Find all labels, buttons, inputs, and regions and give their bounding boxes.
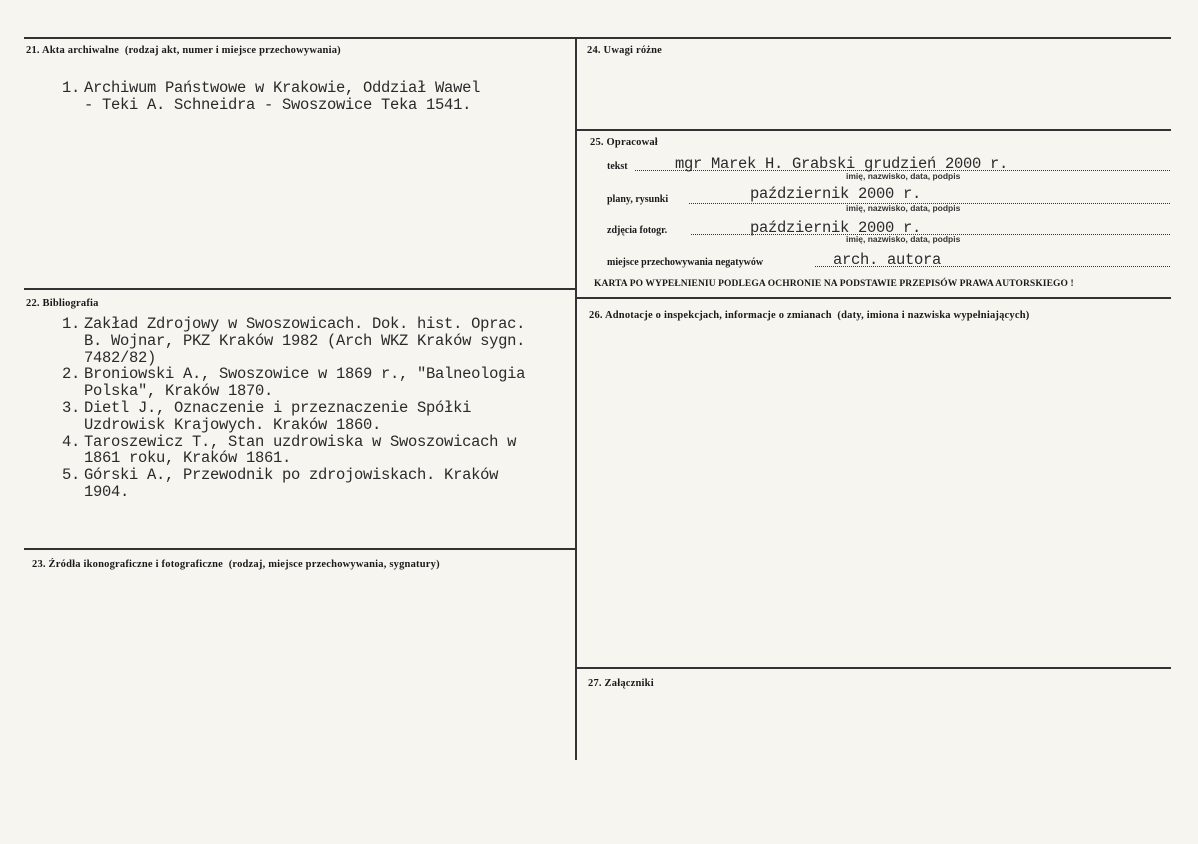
list-item-text: Dietl J., Oznaczenie i przeznaczenie Spółki Uzdrowisk Krajowych. Kraków 1860. <box>84 398 472 434</box>
section-26-title <box>589 310 1029 321</box>
field-value: arch. autora <box>833 251 942 269</box>
section-21-label: 21. Akta archiwalne <box>26 45 120 56</box>
list-item-number: 4. <box>61 432 80 451</box>
list-item-text: Górski A., Przewodnik po zdrojowiskach. Kraków 1904. <box>84 466 499 501</box>
section-21-title <box>26 45 341 56</box>
section-27-label: 27. Załączniki <box>588 678 654 689</box>
field-hint: imię, nazwisko, data, podpis <box>846 203 961 213</box>
list-item-number: 1. <box>61 315 80 333</box>
list-item-text: Archiwum Państwowe w Krakowie, Oddział Wawel - Teki A. Schneidra - Swoszowice Teka 1541. <box>84 79 481 114</box>
section-26-subtitle: (daty, imiona i nazwiska wypełniających) <box>837 310 1030 321</box>
section-24-label: 24. Uwagi różne <box>587 45 663 56</box>
list-item <box>56 467 536 501</box>
list-item-text: Taroszewicz T., Stan uzdrowiska w Swoszowicach w 1861 roku, Kraków 1861. <box>84 432 517 468</box>
field-value: październik 2000 r. <box>750 219 922 237</box>
section-25-title <box>590 137 658 148</box>
list-item-number: 2. <box>61 365 80 384</box>
field-label: miejsce przechowywania negatywów <box>607 257 764 268</box>
divider-24-25 <box>576 129 1171 131</box>
field-value: mgr Marek H. Grabski grudzień 2000 r. <box>675 155 1009 173</box>
field-label: tekst <box>607 161 628 172</box>
divider-21-22 <box>24 288 576 290</box>
field-hint: imię, nazwisko, data, podpis <box>846 234 961 244</box>
section-23-label: 23. Źródła ikonograficzne i fotograficzne <box>32 559 224 570</box>
field-hint: imię, nazwisko, data, podpis <box>846 171 961 181</box>
section-23-subtitle: (rodzaj, miejsce przechowywania, sygnatury) <box>228 559 440 570</box>
section-26-label: 26. Adnotacje o inspekcjach, informacje o zmianach <box>589 310 832 321</box>
field-miejsce-negatywow <box>607 250 1170 270</box>
section-23-title <box>32 559 440 570</box>
list-item-text: Broniowski A., Swoszowice w 1869 r., "Balneologia Polska", Kraków 1870. <box>84 365 526 401</box>
divider-26-27 <box>576 667 1171 669</box>
section-21-subtitle: (rodzaj akt, numer i miejsce przechowywania) <box>124 45 341 56</box>
list-item <box>56 316 536 366</box>
copyright-notice: KARTA PO WYPEŁNIENIU PODLEGA OCHRONIE NA PODSTAWIE PRZEPISÓW PRAWA AUTORSKIEGO ! <box>594 279 1074 289</box>
list-item-number: 3. <box>61 398 80 417</box>
field-label: zdjęcia fotogr. <box>607 225 668 236</box>
list-item-text: Zakład Zdrojowy w Swoszowicach. Dok. hist. Oprac. B. Wojnar, PKZ Kraków 1982 (Arch WKZ Kraków sygn. 7482/82) <box>84 315 526 367</box>
list-item <box>56 434 536 468</box>
list-item <box>56 400 536 434</box>
divider-22-23 <box>24 548 576 550</box>
section-24-title <box>587 45 662 56</box>
section-22-label: 22. Bibliografia <box>26 298 99 309</box>
field-label: plany, rysunki <box>607 194 669 205</box>
section-25-label: 25. Opracował <box>590 137 658 148</box>
list-item <box>56 80 496 114</box>
list-item-number: 5. <box>61 466 80 485</box>
section-22-title <box>26 298 99 309</box>
list-item-number: 1. <box>61 79 80 97</box>
section-22-list <box>56 316 536 501</box>
top-border <box>24 37 1171 39</box>
section-27-title <box>588 678 654 689</box>
divider-25-26 <box>576 297 1171 299</box>
center-divider <box>575 37 577 760</box>
field-value: październik 2000 r. <box>750 185 922 203</box>
list-item <box>56 366 536 400</box>
section-21-list <box>56 80 496 114</box>
